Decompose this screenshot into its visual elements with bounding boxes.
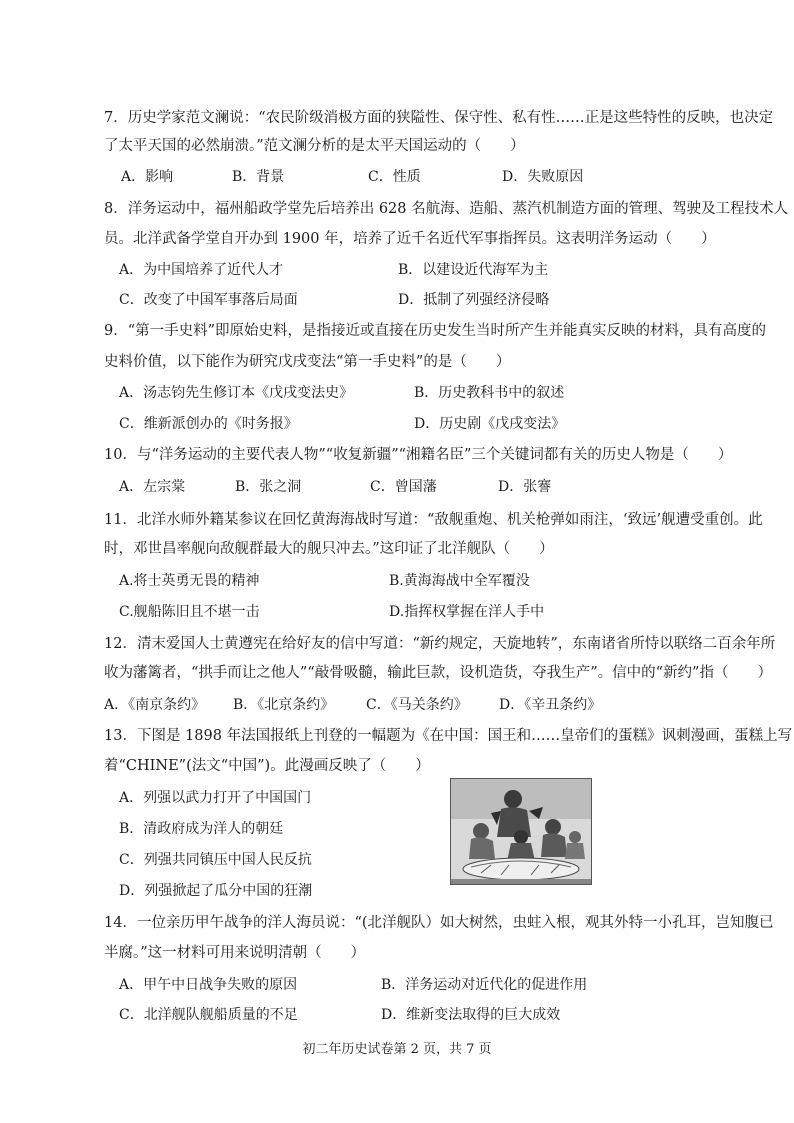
q8-option-a[interactable]: A．为中国培养了近代人才: [119, 262, 284, 278]
q7-option-d[interactable]: D．失败原因: [502, 169, 584, 185]
q9-stem-line1: 9．“第一手史料”即原始史料，是指接近或直接在历史发生当时所产生并能真实反映的材料，具有高度的: [104, 323, 767, 339]
q14-option-a[interactable]: A．甲午中日战争失败的原因: [119, 977, 298, 993]
q11-option-a[interactable]: A.将士英勇无畏的精神: [119, 573, 260, 589]
q10-option-d[interactable]: D．张謇: [498, 479, 552, 495]
q12-stem-line2: 收为藩篱者，“拱手而让之他人”“敲骨吸髓，输此巨款，设机造货，夺我生产”。信中的“新约”指（ ）: [104, 665, 772, 681]
q7-stem-line2: 了太平天国的必然崩溃。”范文澜分析的是太平天国运动的（ ）: [104, 138, 525, 154]
q13-stem-line2: 着“CHINE”(法文“中国”)。此漫画反映了（ ）: [104, 758, 430, 774]
q10-option-c[interactable]: C．曾国藩: [370, 479, 437, 495]
q7-option-b[interactable]: B．背景: [232, 169, 285, 185]
q9-option-a[interactable]: A．汤志钧先生修订本《戊戌变法史》: [119, 385, 354, 401]
q8-option-d[interactable]: D．抵制了列强经济侵略: [398, 292, 550, 308]
q7-option-c[interactable]: C．性质: [368, 169, 421, 185]
page-footer: 初二年历史试卷第 2 页，共 7 页: [302, 1042, 492, 1057]
q12-option-c[interactable]: C．《马关条约》: [366, 697, 468, 713]
q11-stem-line1: 11．北洋水师外籍某参议在回忆黄海海战时写道：“敌舰重炮、机关枪弹如雨注，‘致远’舰遭受重创。此: [104, 512, 763, 528]
q13-option-c[interactable]: C．列强共同镇压中国人民反抗: [119, 852, 312, 868]
cake-cartoon-image: [450, 778, 592, 885]
q14-stem-line2: 半腐。”这一材料可用来说明清朝（ ）: [104, 945, 366, 961]
q8-option-c[interactable]: C．改变了中国军事落后局面: [119, 292, 298, 308]
q10-option-b[interactable]: B．张之洞: [235, 479, 302, 495]
q8-stem-line1: 8．洋务运动中，福州船政学堂先后培养出 628 名航海、造船、蒸汽机制造方面的管理、驾驶及工程技术人: [104, 201, 789, 217]
cartoon-illustration: [451, 779, 591, 884]
q13-option-a[interactable]: A．列强以武力打开了中国国门: [119, 790, 312, 806]
q14-option-c[interactable]: C．北洋舰队舰船质量的不足: [119, 1007, 298, 1023]
q11-option-c[interactable]: C.舰船陈旧且不堪一击: [119, 604, 260, 620]
q11-option-b[interactable]: B.黄海海战中全军覆没: [389, 573, 530, 589]
q11-stem-line2: 时，邓世昌率舰向敌舰群最大的舰只冲去。”这印证了北洋舰队（ ）: [104, 541, 554, 557]
q9-option-d[interactable]: D．历史剧《戊戌变法》: [414, 416, 566, 432]
q10-option-a[interactable]: A．左宗棠: [119, 479, 186, 495]
q13-stem-line1: 13．下图是 1898 年法国报纸上刊登的一幅题为《在中国：国王和……皇帝们的蛋糕》讽刺漫画，蛋糕上写: [104, 728, 793, 744]
q9-option-b[interactable]: B．历史教科书中的叙述: [414, 385, 565, 401]
q9-option-c[interactable]: C．维新派创办的《时务报》: [119, 416, 298, 432]
q14-option-b[interactable]: B．洋务运动对近代化的促进作用: [381, 977, 588, 993]
q13-option-d[interactable]: D．列强掀起了瓜分中国的狂潮: [119, 883, 313, 899]
q8-stem-line2: 员。北洋武备学堂自开办到 1900 年，培养了近千名近代军事指挥员。这表明洋务运动（ ）: [104, 231, 716, 247]
q12-option-d[interactable]: D．《辛丑条约》: [499, 697, 602, 713]
q9-stem-line2: 史料价值，以下能作为研究戊戌变法“第一手史料”的是（ ）: [104, 354, 511, 370]
q12-option-b[interactable]: B．《北京条约》: [233, 697, 335, 713]
q10-stem-line1: 10．与“洋务运动的主要代表人物”“收复新疆”“湘籍名臣”三个关键词都有关的历史人物是（ ）: [104, 447, 733, 463]
q7-stem-line1: 7．历史学家范文澜说：“农民阶级消极方面的狭隘性、保守性、私有性……正是这些特性的反映，也决定: [104, 110, 774, 126]
q11-option-d[interactable]: D.指挥权掌握在洋人手中: [389, 604, 545, 620]
q14-option-d[interactable]: D．维新变法取得的巨大成效: [381, 1007, 561, 1023]
q12-stem-line1: 12．清末爱国人士黄遵宪在给好友的信中写道：“新约规定，天旋地转”，东南诸省所恃以联络二百余年所: [104, 636, 776, 652]
q12-option-a[interactable]: A．《南京条约》: [104, 697, 206, 713]
q8-option-b[interactable]: B．以建设近代海军为主: [398, 262, 549, 278]
q13-option-b[interactable]: B．清政府成为洋人的朝廷: [119, 821, 284, 837]
q14-stem-line1: 14．一位亲历甲午战争的洋人海员说：“(北洋舰队）如大树然，虫蛀入根，观其外特一小孔耳，岂知腹已: [104, 915, 774, 931]
q7-option-a[interactable]: A．影响: [121, 169, 174, 185]
